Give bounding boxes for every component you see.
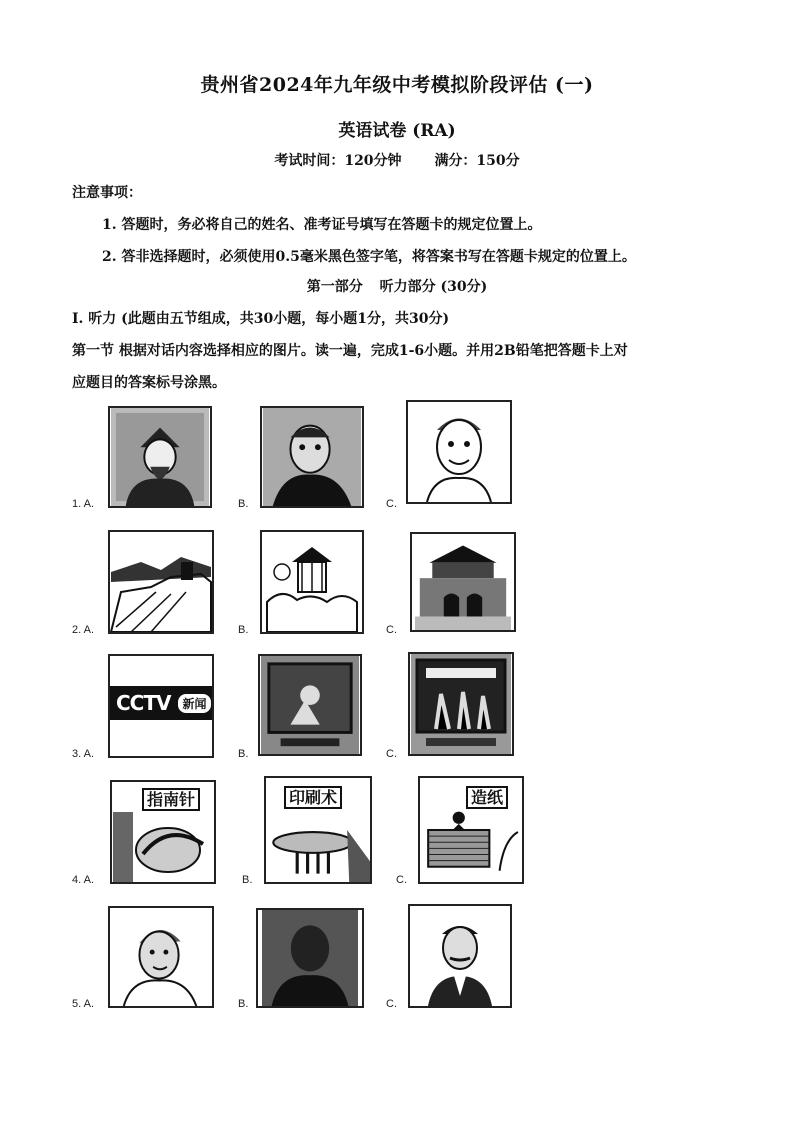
option-3a[interactable] <box>108 654 214 758</box>
question-label: 2. A. <box>72 624 95 636</box>
section1-instructions: 第一节 根据对话内容选择相应的图片。读一遍，完成1-6小题。并用2B铅笔把答题卡上对 <box>72 343 628 359</box>
elderly-leader-portrait-icon <box>110 908 212 1006</box>
option-2c[interactable] <box>410 532 516 632</box>
question-label: 5. A. <box>72 998 95 1010</box>
option-label-b: B. <box>242 874 253 886</box>
leader-portrait-icon <box>258 910 362 1006</box>
option-2a[interactable] <box>108 530 214 634</box>
option-label-c: C. <box>386 498 397 510</box>
tiananmen-icon <box>412 534 514 630</box>
notes-heading: 注意事项： <box>72 185 142 201</box>
tv-sports-icon <box>260 656 360 754</box>
section1-instructions-cont: 应题目的答案标号涂黑。 <box>72 375 226 391</box>
ancient-sage-portrait-icon <box>110 408 210 506</box>
listening-heading: I. 听力 (此题由五节组成，共30小题，每小题1分，共30分) <box>72 311 450 327</box>
option-3c[interactable] <box>408 652 514 756</box>
exam-score: 满分：150分 <box>434 153 520 169</box>
option-3b[interactable] <box>258 654 362 756</box>
pavilion-icon <box>262 532 362 632</box>
option-label-c: C. <box>396 874 407 886</box>
option-label-b: B. <box>238 624 249 636</box>
option-4b[interactable] <box>264 776 372 884</box>
option-1b[interactable] <box>260 406 364 508</box>
option-label-b: B. <box>238 748 249 760</box>
news-badge: 新闻 <box>178 694 210 713</box>
great-wall-icon <box>110 532 212 632</box>
question-label: 1. A. <box>72 498 95 510</box>
option-5b[interactable] <box>256 908 364 1008</box>
elderly-scientist-portrait-icon <box>408 402 510 502</box>
option-label-b: B. <box>238 498 249 510</box>
exam-subtitle: 英语试卷 (RA) <box>338 121 456 141</box>
exam-meta <box>0 150 794 170</box>
option-5c[interactable] <box>408 904 512 1008</box>
part1-name: 第一部分 <box>306 279 363 295</box>
exam-title: 贵州省2024年九年级中考模拟阶段评估 (一) <box>200 74 594 96</box>
compass-label: 指南针 <box>142 788 200 811</box>
option-5a[interactable] <box>108 906 214 1008</box>
option-label-c: C. <box>386 748 397 760</box>
question-label: 4. A. <box>72 874 95 886</box>
option-4c[interactable] <box>418 776 524 884</box>
question-label: 3. A. <box>72 748 95 760</box>
option-label-c: C. <box>386 998 397 1010</box>
note-item-1: 1. 答题时，务必将自己的姓名、准考证号填写在答题卡的规定位置上。 <box>102 217 542 233</box>
old-man-portrait-icon <box>262 408 362 506</box>
part1-title <box>0 276 794 296</box>
option-label-c: C. <box>386 624 397 636</box>
cctv-news-logo-icon <box>110 686 212 720</box>
cctv-logo-text: CCTV <box>116 691 171 715</box>
papermaking-label: 造纸 <box>466 786 508 809</box>
note-item-2: 2. 答非选择题时，必须使用0.5毫米黑色签字笔，将答案书写在答题卡规定的位置上。 <box>102 249 636 265</box>
option-4a[interactable] <box>110 780 216 884</box>
option-1a[interactable] <box>108 406 212 508</box>
option-label-b: B. <box>238 998 249 1010</box>
option-2b[interactable] <box>260 530 364 634</box>
option-1c[interactable] <box>406 400 512 504</box>
printing-label: 印刷术 <box>284 786 342 809</box>
revolutionary-portrait-icon <box>410 906 510 1006</box>
part1-sub: 听力部分 (30分) <box>379 279 488 295</box>
exam-time: 考试时间：120分钟 <box>274 153 402 169</box>
tv-show-icon <box>410 654 512 754</box>
